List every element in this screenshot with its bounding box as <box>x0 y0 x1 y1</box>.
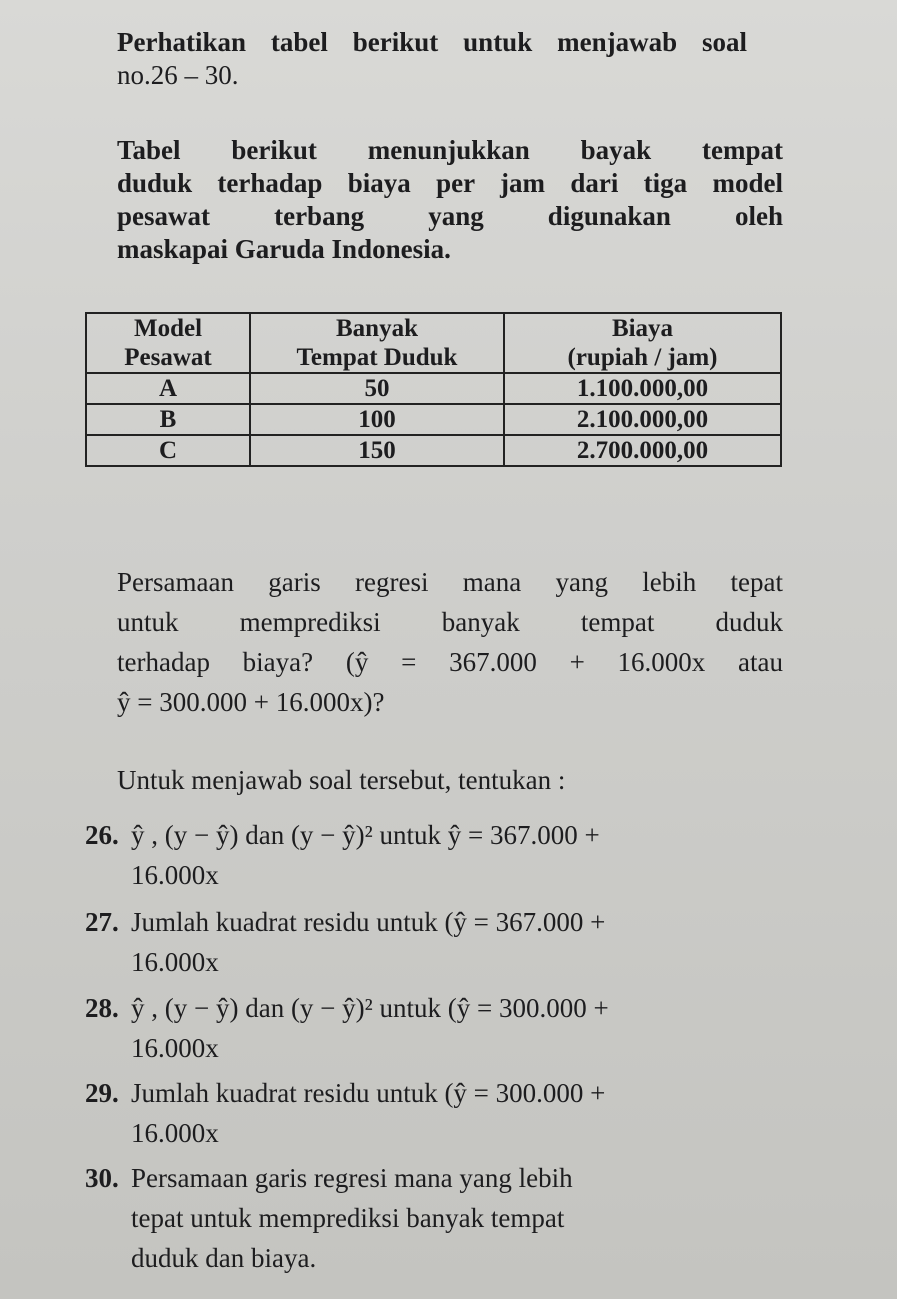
description-line: maskapai Garuda Indonesia. <box>117 234 451 264</box>
cell: 100 <box>250 404 504 435</box>
cell: 1.100.000,00 <box>504 373 781 404</box>
list-item: 29. Jumlah kuadrat residu untuk (ŷ = 300.000 + 16.000x <box>85 1078 606 1148</box>
description-line: Tabel berikut menunjukkan bayak tempat <box>117 135 783 165</box>
intro-line: no.26 – 30. <box>117 60 239 90</box>
table-row <box>86 435 781 466</box>
question-text <box>117 562 783 722</box>
table-row <box>86 404 781 435</box>
cell: A <box>86 373 250 404</box>
description-line: duduk terhadap biaya per jam dari tiga model <box>117 168 783 198</box>
table-header-row <box>86 313 781 373</box>
instruction: Untuk menjawab soal tersebut, tentukan : <box>117 765 566 795</box>
list-item: 26. ŷ , (y − ŷ) dan (y − ŷ)² untuk ŷ = 367.000 + 16.000x <box>85 820 600 890</box>
list-item: 27. Jumlah kuadrat residu untuk (ŷ = 367.000 + 16.000x <box>85 907 606 977</box>
question-line: untuk memprediksi banyak tempat duduk <box>117 607 783 637</box>
intro-line: Perhatikan tabel berikut untuk menjawab soal <box>117 27 747 57</box>
header-model: Model Pesawat <box>86 313 250 373</box>
description-text <box>117 134 783 266</box>
intro-text <box>117 26 747 92</box>
cell: 150 <box>250 435 504 466</box>
description-line: pesawat terbang yang digunakan oleh <box>117 201 783 231</box>
cell: C <box>86 435 250 466</box>
question-line: ŷ = 300.000 + 16.000x)? <box>117 687 385 717</box>
question-line: terhadap biaya? (ŷ = 367.000 + 16.000x atau <box>117 647 783 677</box>
question-line: Persamaan garis regresi mana yang lebih tepat <box>117 567 783 597</box>
list-item: 30. Persamaan garis regresi mana yang lebih tepat untuk memprediksi banyak tempat duduk dan biaya. <box>85 1163 573 1273</box>
cell: B <box>86 404 250 435</box>
cell: 50 <box>250 373 504 404</box>
header-cost: Biaya (rupiah / jam) <box>504 313 781 373</box>
cell: 2.100.000,00 <box>504 404 781 435</box>
aircraft-table <box>85 312 782 467</box>
list-item: 28. ŷ , (y − ŷ) dan (y − ŷ)² untuk (ŷ = 300.000 + 16.000x <box>85 993 609 1063</box>
cell: 2.700.000,00 <box>504 435 781 466</box>
header-seats: Banyak Tempat Duduk <box>250 313 504 373</box>
table-row <box>86 373 781 404</box>
